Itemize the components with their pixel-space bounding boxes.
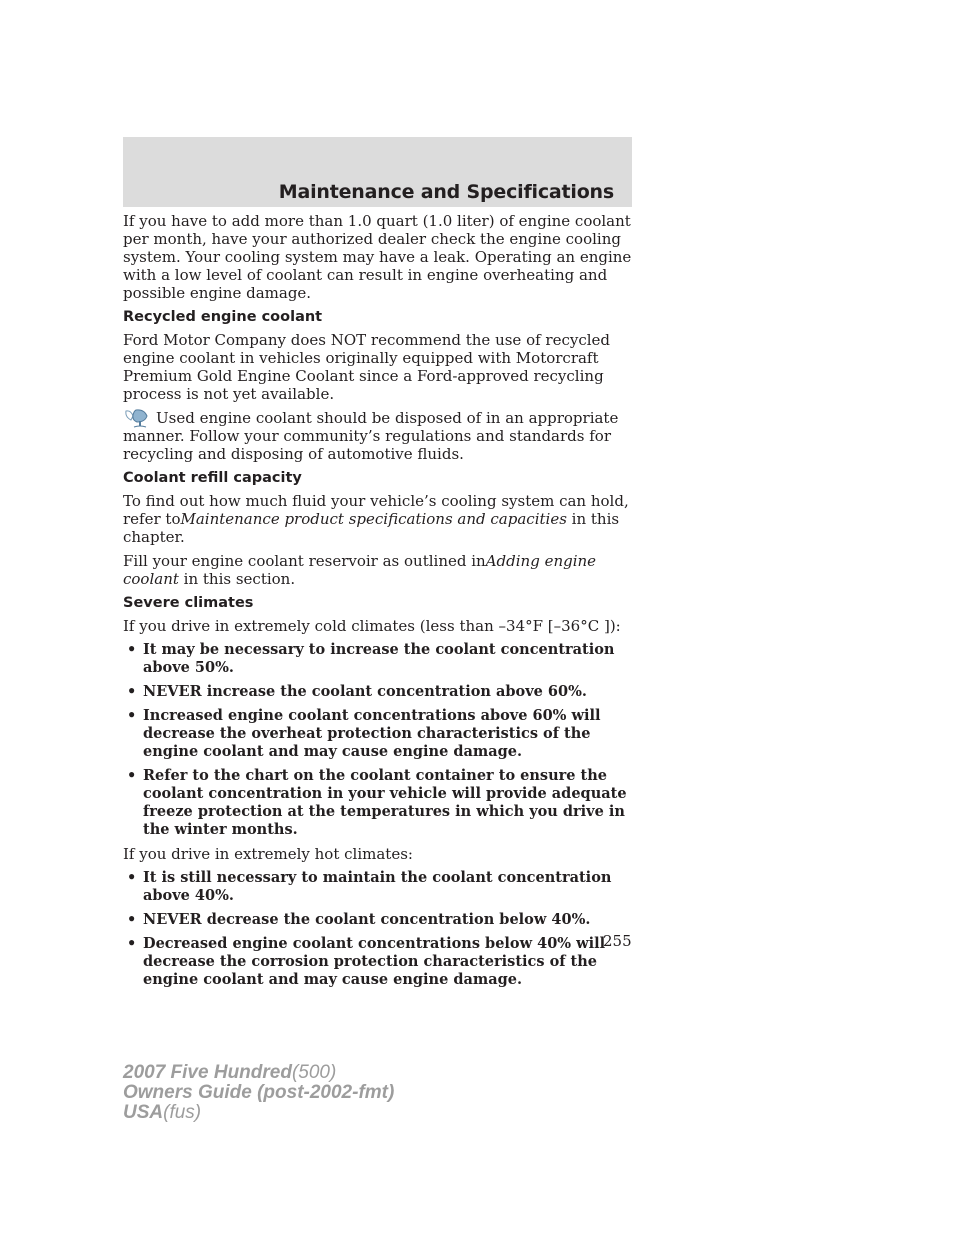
cold-bullet: • NEVER increase the coolant concentration above 60%. — [127, 683, 587, 700]
environment-tree-icon — [123, 408, 153, 430]
refill-paragraph-2 — [123, 552, 635, 588]
refill-text-b: in this chapter. — [123, 510, 620, 546]
hot-climate-intro: If you drive in extremely hot climates: — [123, 845, 413, 863]
note-remaining-text: manner. Follow your community’s regulations and standards for recycling and disposing of automotive fluids. — [123, 427, 611, 463]
adding-coolant-reference: Adding engine coolant — [123, 552, 597, 588]
heading-recycled-coolant: Recycled engine coolant — [123, 309, 323, 325]
footer-line-2: Owners Guide (post-2002-fmt) — [123, 1082, 395, 1103]
intro-paragraph: If you have to add more than 1.0 quart (1.0 liter) of engine coolant per month, have your authorized dealer check the engine cooling system. Your cooling system may have a leak. Operating an engine with a low level of coolant can result in engine overheating and possible engine damage. — [123, 212, 632, 302]
footer-line-3 — [123, 1103, 394, 1123]
cold-bullet-text: It may be necessary to increase the coolant concentration above 50%. — [143, 641, 615, 676]
refill-text-a: To find out how much fluid your vehicle’s cooling system can hold, refer to — [123, 492, 629, 528]
section-header-band — [123, 137, 632, 207]
cold-bullet-text: Refer to the chart on the coolant container to ensure the coolant concentration in your vehicle will provide adequate freeze protection at the temperatures in which you drive in the winter months. — [143, 767, 627, 838]
environment-note — [123, 409, 635, 463]
document-footer — [123, 1063, 394, 1123]
footer-model: 2007 Five Hundred — [123, 1062, 292, 1083]
hot-bullet: • NEVER decrease the coolant concentration below 40%. — [127, 911, 591, 928]
refill2-text-a: Fill your engine coolant reservoir as outlined in — [123, 552, 486, 570]
hot-bullet: • Decreased engine coolant concentrations below 40% will decrease the corrosion protection characteristics of the engine coolant and may cause engine damage. — [127, 935, 606, 988]
heading-severe-climates: Severe climates — [123, 595, 254, 611]
refill-paragraph-1 — [123, 492, 635, 546]
cold-climate-intro: If you drive in extremely cold climates (less than –34°F [–36°C ]): — [123, 617, 621, 635]
footer-market-code: (fus) — [163, 1102, 202, 1123]
capacities-reference: Maintenance product specifications and capacities — [180, 510, 567, 528]
footer-market: USA — [123, 1102, 164, 1123]
cold-bullet: • Increased engine coolant concentrations above 60% will decrease the overheat protection characteristics of the engine coolant and may cause engine damage. — [127, 707, 601, 760]
hot-bullet-text: It is still necessary to maintain the coolant concentration above 40%. — [143, 869, 612, 904]
note-first-line: Used engine coolant should be disposed of in an appropriate — [156, 409, 619, 427]
heading-refill-capacity: Coolant refill capacity — [123, 470, 302, 486]
hot-bullet-text: NEVER decrease the coolant concentration below 40%. — [143, 911, 591, 928]
cold-bullet: • Refer to the chart on the coolant container to ensure the coolant concentration in your vehicle will provide adequate freeze protection at the temperatures in which you drive in the winter months. — [127, 767, 627, 838]
footer-model-code: (500) — [291, 1062, 337, 1083]
refill2-text-b: in this section. — [178, 570, 296, 588]
hot-bullet-text: Decreased engine coolant concentrations below 40% will decrease the corrosion protection characteristics of the engine coolant and may cause engine damage. — [143, 935, 606, 988]
cold-bullet-text: NEVER increase the coolant concentration above 60%. — [143, 683, 587, 700]
page-content — [123, 212, 635, 995]
footer-line-1 — [123, 1063, 394, 1083]
section-title: Maintenance and Specifications — [278, 181, 614, 203]
cold-bullet-text: Increased engine coolant concentrations above 60% will decrease the overheat protection characteristics of the engine coolant and may cause engine damage. — [143, 707, 601, 760]
cold-bullet: • It may be necessary to increase the coolant concentration above 50%. — [127, 641, 615, 676]
recycled-paragraph: Ford Motor Company does NOT recommend the use of recycled engine coolant in vehicles originally equipped with Motorcraft Premium Gold Engine Coolant since a Ford-approved recycling process is not yet available. — [123, 331, 611, 403]
page-number: 255 — [603, 932, 632, 950]
hot-bullet: • It is still necessary to maintain the coolant concentration above 40%. — [127, 869, 612, 904]
